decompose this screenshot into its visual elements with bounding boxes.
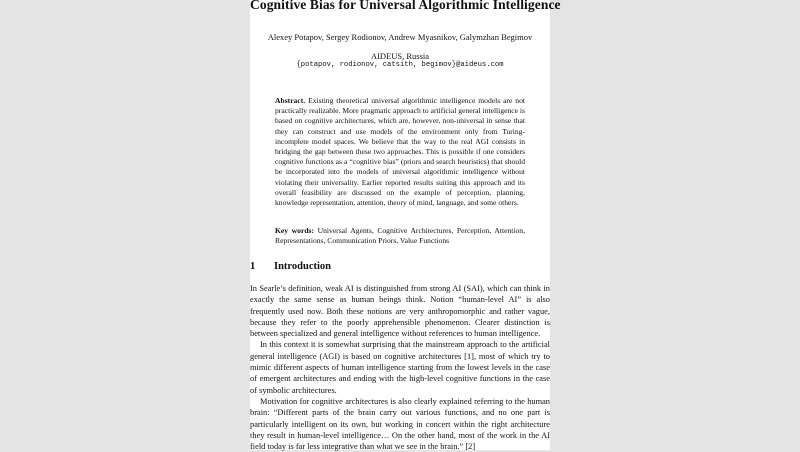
section-number: 1 <box>250 261 256 272</box>
paragraph: Motivation for cognitive architectures is also clearly explained referring to the human brain: “Different parts of the brain carry out various functions, and no one part is particularly intelligent on its own, but working in concert within the right architecture they result in human-level intelligence… On the other hand, most of the work in the AI field today is far less integrative than what we see in the brain.” [2] <box>250 396 550 452</box>
abstract-label: Abstract. <box>275 96 306 105</box>
author-list: Alexey Potapov, Sergey Rodionov, Andrew Myasnikov, Galymzhan Begimov <box>267 32 533 42</box>
keywords <box>275 226 525 246</box>
section-title: Introduction <box>274 261 331 272</box>
keywords-label: Key words: <box>275 226 315 235</box>
keywords-text: Universal Agents, Cognitive Architectures, Perception, Attention, Representations, Communication Priors, Value Functions <box>275 226 525 246</box>
abstract <box>275 96 525 208</box>
section-heading <box>250 261 550 272</box>
paper-page <box>250 0 561 452</box>
affiliation: AIDEUS, Russia <box>370 51 430 61</box>
paragraph: In this context it is somewhat surprising that the mainstream approach to the artificial general intelligence (AGI) is based on cognitive architectures [1], most of which try to mimic different aspects of human intelligence starting from the lowest levels in the case of emergent architectures and ending with the high-level cognitive functions in the case of symbolic architectures. <box>250 340 550 395</box>
paragraph: In Searle’s definition, weak AI is distinguished from strong AI (SAI), which can think in exactly the same sense as human beings think. Notion “human-level AI” is also frequently used now. Both these notions are very anthropomorphic and rather vague, because they refer to the poorly apprehensible phenomenon. Clearer distinction is between specialized and general intelligence without references to human intelligence. <box>250 284 550 339</box>
section-body <box>250 283 550 452</box>
paper-title: Cognitive Bias for Universal Algorithmic Intelligence <box>250 0 561 12</box>
author-emails: {potapov, rodionov, catsith, begimov}@aideus.com <box>296 61 504 69</box>
abstract-text: Existing theoretical universal algorithmic intelligence models are not practically realizable. More pragmatic approach to artificial general intelligence is based on cognitive architectures, which are, however, non-universal in sense that they can construct and use models of the environment only from Turing-incomplete model spaces. We believe that the way to the real AGI consists in bridging the gap between these two approaches. This is possible if one considers cognitive functions as a “cognitive bias” (priors and search heuristics) that should be incorporated into the models of universal algorithmic intelligence without violating their universality. Earlier reported results suiting this approach and its overall feasibility are discussed on the example of perception, planning, knowledge representation, attention, theory of mind, language, and some others. <box>275 96 525 208</box>
